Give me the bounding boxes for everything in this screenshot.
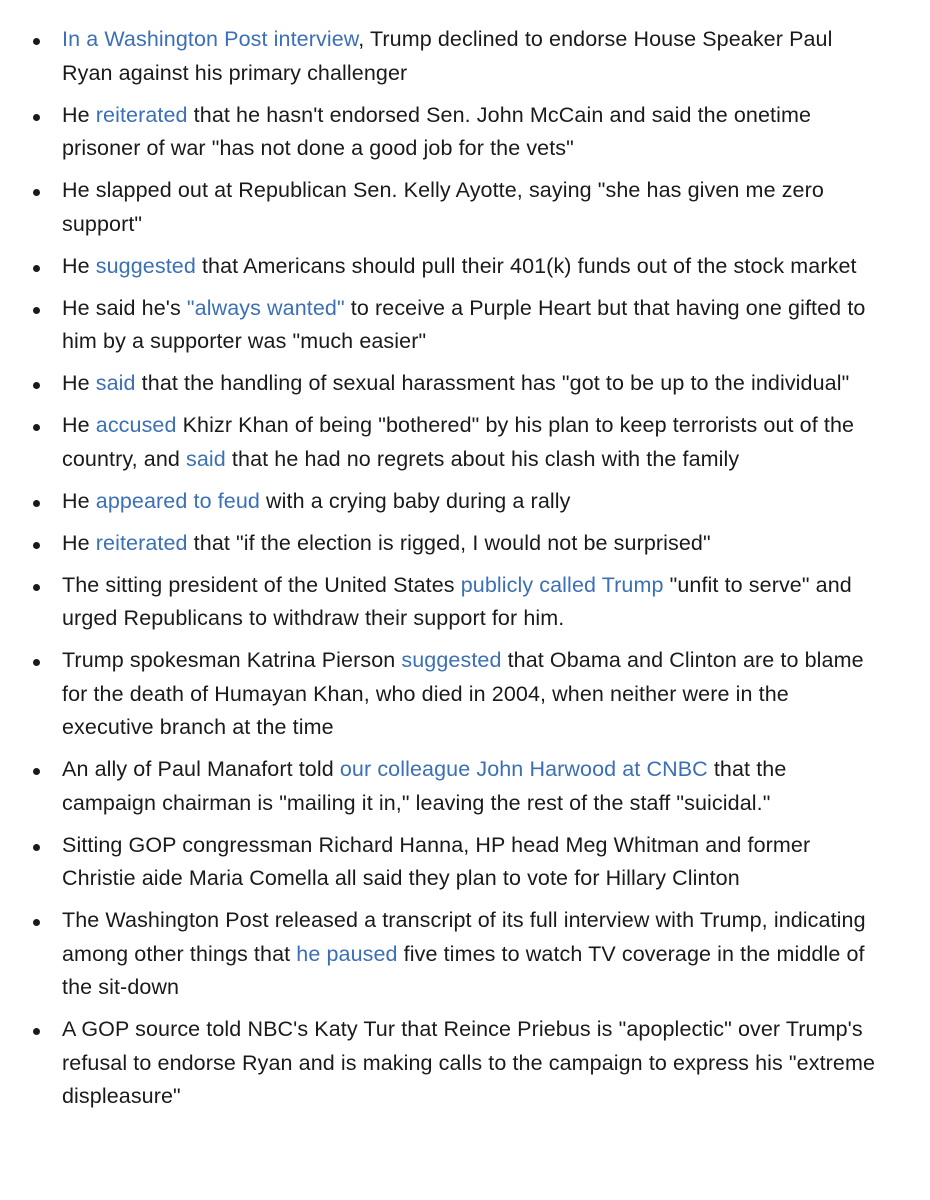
item-text: He said he's (62, 295, 187, 320)
item-text: He (62, 530, 96, 555)
bullet-icon (33, 500, 40, 507)
item-text: to receive a Purple Heart but that having one gifted to him by a supporter was "much easier" (62, 295, 866, 353)
inline-link[interactable]: our colleague John Harwood at CNBC (339, 757, 708, 781)
inline-link[interactable]: said (95, 371, 136, 395)
item-text: He (62, 413, 96, 437)
item-text: He (62, 488, 96, 513)
list-item (0, 753, 930, 820)
bullet-icon (33, 38, 40, 45)
list-item (0, 904, 930, 1005)
list-item (0, 292, 930, 359)
item-text: He slapped out at Republican Sen. Kelly Ayotte, saying "she has given me zero support" (62, 178, 824, 236)
list-item (0, 569, 930, 636)
list-item (0, 485, 930, 519)
item-text: Khizr Khan of being "bothered" by his plan to keep terrorists out of the country, and (62, 413, 855, 471)
item-text: The sitting president of the United States (62, 572, 461, 597)
list-item (0, 409, 930, 476)
inline-link[interactable]: reiterated (95, 102, 188, 127)
bullet-icon (33, 114, 40, 121)
list-item (0, 99, 930, 166)
inline-link[interactable]: suggested (95, 253, 196, 278)
inline-link[interactable]: suggested (401, 648, 502, 672)
inline-link[interactable]: said (186, 446, 226, 471)
item-text: that Obama and Clinton are to blame for the death of Humayan Khan, who died in 2004, when neither were in the executive branch at the time (62, 648, 864, 739)
bullet-icon (33, 659, 40, 666)
list-item (0, 527, 930, 561)
item-text: that the campaign chairman is "mailing it in," leaving the rest of the staff "suicidal." (62, 757, 787, 815)
bullet-icon (33, 584, 40, 591)
item-text: "unfit to serve" and urged Republicans to withdraw their support for him. (62, 572, 852, 630)
bullet-icon (33, 265, 40, 272)
bullet-icon (33, 1028, 40, 1035)
item-text: He (62, 253, 96, 278)
item-text: He (62, 102, 96, 127)
item-text: The Washington Post released a transcript of its full interview with Trump, indicating among other things that (62, 908, 866, 966)
item-text: Trump spokesman Katrina Pierson (62, 648, 402, 672)
inline-link[interactable]: reiterated (95, 530, 188, 555)
inline-link[interactable]: "always wanted" (186, 295, 345, 320)
item-text: that he had no regrets about his clash with the family (225, 446, 740, 471)
list-item (0, 829, 930, 896)
bullet-icon (33, 382, 40, 389)
list-item (0, 367, 930, 401)
item-text: that "if the election is rigged, I would not be surprised" (187, 530, 711, 555)
bullet-icon (33, 424, 40, 431)
item-text: An ally of Paul Manafort told (62, 757, 340, 781)
list-item (0, 174, 930, 241)
bullet-icon (33, 542, 40, 549)
item-text: five times to watch TV coverage in the middle of the sit-down (62, 941, 865, 999)
bullet-icon (33, 844, 40, 851)
item-text: , Trump declined to endorse House Speaker Paul Ryan against his primary challenger (62, 27, 833, 85)
bullet-icon (33, 919, 40, 926)
item-text: that he hasn't endorsed Sen. John McCain and said the onetime prisoner of war "has not done a good job for the vets" (62, 102, 812, 160)
list-item (0, 644, 930, 745)
item-text: with a crying baby during a rally (259, 488, 571, 513)
bullet-icon (33, 768, 40, 775)
inline-link[interactable]: publicly called Trump (460, 572, 664, 597)
inline-link[interactable]: accused (95, 413, 177, 437)
bullet-icon (33, 189, 40, 196)
inline-link[interactable]: In a Washington Post interview (62, 27, 359, 51)
item-text: that the handling of sexual harassment has "got to be up to the individual" (135, 371, 850, 395)
item-text: that Americans should pull their 401(k) funds out of the stock market (195, 253, 857, 278)
item-text: Sitting GOP congressman Richard Hanna, HP head Meg Whitman and former Christie aide Maria Comella all said they plan to vote for Hillary Clinton (62, 832, 811, 890)
list-item (0, 1013, 930, 1114)
list-item (0, 250, 930, 284)
item-text: He (62, 371, 96, 395)
bullet-icon (33, 307, 40, 314)
inline-link[interactable]: he paused (296, 941, 398, 966)
item-text: A GOP source told NBC's Katy Tur that Reince Priebus is "apoplectic" over Trump's refusal to endorse Ryan and is making calls to the campaign to express his "extreme displeasure" (62, 1017, 876, 1108)
inline-link[interactable]: appeared to feud (95, 488, 260, 513)
list-item (0, 23, 930, 90)
